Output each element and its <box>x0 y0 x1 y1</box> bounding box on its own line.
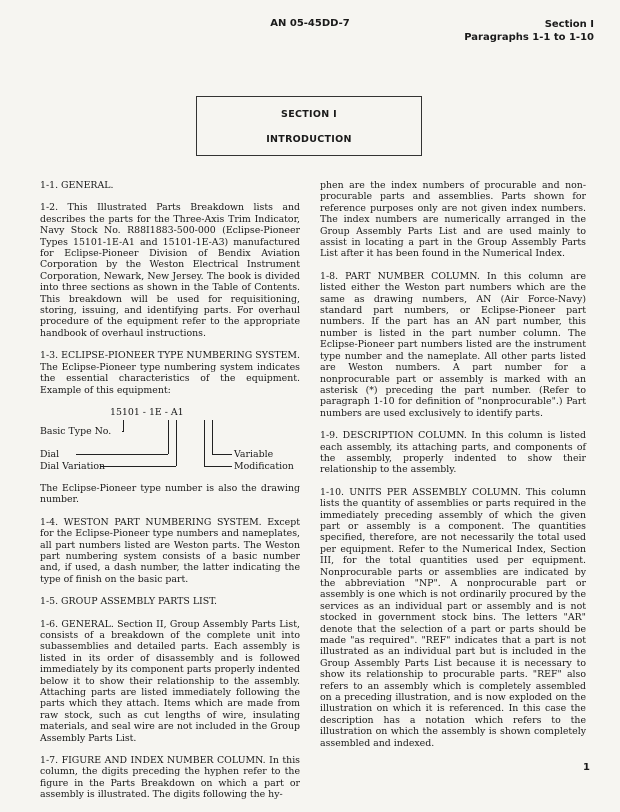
tick-basic <box>122 431 124 432</box>
label-dial-variation: Dial Variation <box>40 460 106 472</box>
paragraph-range: Paragraphs 1-1 to 1-10 <box>464 32 594 43</box>
para-1-6: 1-6. GENERAL. Section II, Group Assembly Parts List, consists of a breakdown of the complete unit into subassemblies and detailed parts. Each assembly is listed in its order of disassembly and is followed immediately by its component parts properly indented below it to show their relationship to the assembly. Attaching parts are listed immediately following the parts which they attach. Items which are made from raw stock, such as cut lengths of wire, insulating materials, and seal wire are not included in the Group Assembly Parts List. <box>40 618 300 744</box>
label-modification: Modification <box>234 460 294 472</box>
para-1-1: 1-1. GENERAL. <box>40 180 114 191</box>
tick-dial-variation <box>100 466 176 467</box>
para-1-2: 1-2. This Illustrated Parts Breakdown lists and describes the parts for the Three-Axis Trim Indicator, Navy Stock No. R88I1883-500-000 (Eclipse-Pioneer Types 15101-1E-A1 and 15101-1E-A3) manufactured for Eclipse-Pioneer Division of Bendix Aviation Corporation by the Weston Electrical Instrument Corporation, Newark, New Jersey. The book is divided into three sections as shown in the Table of Contents. This breakdown will be used for requisitioning, storing, issuing, and identifying parts. For overhaul procedure of the equipment refer to the appropriate handbook of overhaul instructions. <box>40 202 300 339</box>
para-1-7: 1-7. FIGURE AND INDEX NUMBER COLUMN. In this column, the digits preceding the hyphen refer to the figure in the Parts Breakdown on which a part or assembly is illustrated. The digits following the hy- <box>40 755 300 801</box>
para-1-3: 1-3. ECLIPSE-PIONEER TYPE NUMBERING SYSTEM. The Eclipse-Pioneer type numbering system indicates the essential characteristics of the equipment. Example of this equipment: <box>40 350 300 396</box>
tick-modification <box>204 466 232 467</box>
tick-dial <box>76 454 168 455</box>
label-variable: Variable <box>234 448 274 460</box>
section-label: Section I <box>544 19 594 30</box>
page-number: 1 <box>583 762 590 773</box>
leader-basic <box>123 420 124 431</box>
section-name: INTRODUCTION <box>266 134 352 145</box>
para-1-8: 1-8. PART NUMBER COLUMN. In this column are listed either the Weston part numbers which are the same as drawing numbers, AN (Air Force-Navy) standard part numbers, or Eclipse-Pioneer part numbers. If the part has an AN part number, this number is listed in the part number column. The Eclipse-Pioneer part numbers listed are the instrument type number and the nameplate. All other parts listed are Weston numbers. A part number for a nonprocurable part or assembly is marked with an asterisk (*) preceding the part number. (Refer to paragraph 1-10 for definition of "nonprocurable".) Part numbers are used exclusively to identify parts. <box>320 270 586 419</box>
leader-variable <box>204 420 205 466</box>
section-title-box <box>196 96 422 156</box>
para-1-7-cont: phen are the index numbers of procurable and non-procurable parts and assemblies. Parts shown for reference purposes only are not given index numbers. The index numbers are numerically arranged in the Group Assembly Parts List and are used mainly to assist in locating a part in the Group Assembly Parts List after it has been found in the Numerical Index. <box>320 180 586 260</box>
type-number-diagram <box>40 407 300 475</box>
leader-modification <box>212 420 213 454</box>
running-header <box>464 18 594 44</box>
para-1-10: 1-10. UNITS PER ASSEMBLY COLUMN. This column lists the quantity of assemblies or parts required in the immediately preceding assembly of which the given part or assembly is a component. The quantities specified, therefore, are not necessarily the total used per equipment. Refer to the Numerical Index, Section III, for the total quantities used per equipment. Nonprocurable parts or assemblies are indicated by the abbreviation "NP". A nonprocurable part or assembly is one which is not ordinarily procured by the services as an individual part or assembly and is not stocked in government stock bins. The letters "AR" denote that the selection of a part or parts should be made "as required". "REF" indicates that a part is not illustrated as an individual part but is included in the Group Assembly Parts List because it is necessary to show its relationship to procurable parts. "REF" also refers to an assembly which is completely assembled on a preceding illustration, and is now exploded on the illustration on which it is referenced. In this case the description has a notation which refers to the illustration on which the assembly is shown completely assembled and indexed. <box>320 486 586 749</box>
right-column <box>320 180 586 760</box>
para-1-5: 1-5. GROUP ASSEMBLY PARTS LIST. <box>40 596 218 608</box>
label-basic-type: Basic Type No. <box>40 425 112 437</box>
para-type-number-note: The Eclipse-Pioneer type number is also the drawing number. <box>40 482 300 506</box>
para-1-9: 1-9. DESCRIPTION COLUMN. In this column is listed each assembly, its attaching parts, and components of the assembly, properly indented to show their relationship to the assembly. <box>320 430 586 476</box>
doc-id: AN 05-45DD-7 <box>270 18 350 29</box>
left-column <box>40 180 300 812</box>
type-number: 15101 - 1E - A1 <box>110 406 184 418</box>
leader-dial-variation <box>176 420 177 466</box>
para-1-4: 1-4. WESTON PART NUMBERING SYSTEM. Except for the Eclipse-Pioneer type numbers and nameplates, all part numbers listed are Weston parts. The Weston part numbering system consists of a basic number and, if used, a dash number, the latter indicating the type of finish on the basic part. <box>40 516 300 585</box>
leader-dial <box>168 420 169 454</box>
section-number: SECTION I <box>281 109 337 120</box>
label-dial: Dial <box>40 448 60 460</box>
tick-variable <box>212 454 232 455</box>
